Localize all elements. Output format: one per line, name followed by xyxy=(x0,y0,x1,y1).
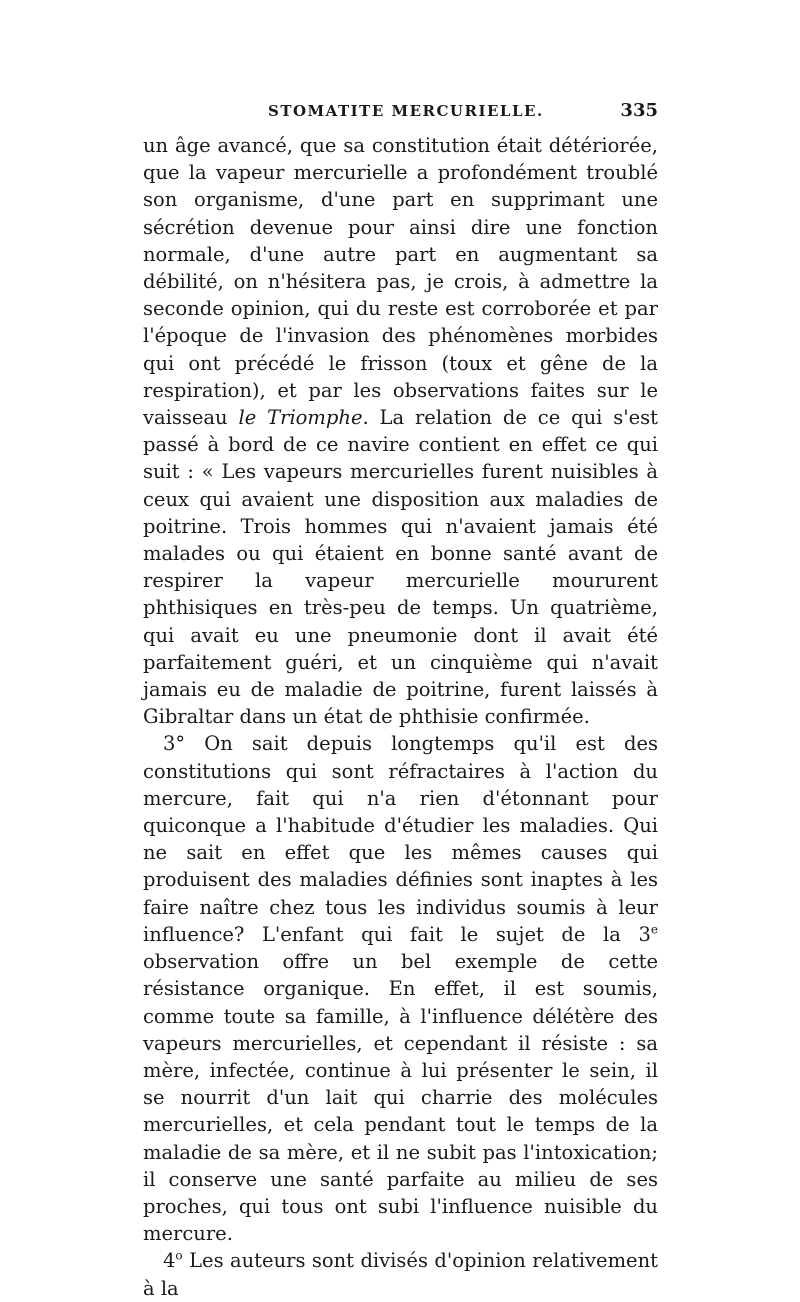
paragraph xyxy=(143,1247,658,1301)
page-header xyxy=(143,92,658,132)
paragraph xyxy=(143,730,658,1247)
page-number: 335 xyxy=(620,100,658,121)
superscript: o xyxy=(175,1248,183,1263)
paragraph-text: Les auteurs sont divisés d'opinion relativement à la xyxy=(143,1249,658,1300)
ship-name: le Triomphe xyxy=(238,406,363,430)
page-body xyxy=(143,132,658,1302)
paragraph xyxy=(143,132,658,730)
paragraph-text: 4 xyxy=(163,1249,176,1273)
superscript: e xyxy=(650,922,658,937)
paragraph-text: 3° On sait depuis longtemps qu'il est des constitutions qui sont réfractaires à l'action du mercure, fait qui n'a rien d'étonnant pour quiconque a l'habitude d'étudier les maladies. Qui ne sait en effet que les mêmes causes qui produisent des maladies définies sont inaptes à les faire naître chez tous les individus soumis à leur influence? L'enfant qui fait le sujet de la 3 xyxy=(143,732,658,946)
book-page xyxy=(143,92,658,1302)
paragraph-text: un âge avancé, que sa constitution était détériorée, que la vapeur mercurielle a profondément troublé son organisme, d'une part en supprimant une sécrétion devenue pour ainsi dire une fonction normale, d'une autre part en augmentant sa débilité, on n'hésitera pas, je crois, à admettre la seconde opinion, qui du reste est corroborée et par l'époque de l'invasion des phénomènes morbides qui ont précédé le frisson (toux et gêne de la respiration), et par les observations faites sur le vaisseau xyxy=(143,134,658,430)
paragraph-text: observation offre un bel exemple de cette résistance organique. En effet, il est soumis, comme toute sa famille, à l'influence délétère des vapeurs mercurielles, et cependant il résiste : sa mère, infectée, continue à lui présenter le sein, il se nourrit d'un lait qui charrie des molécules mercurielles, et cela pendant tout le temps de la maladie de sa mère, et il ne subit pas l'intoxication; il conserve une santé parfaite au milieu de ses proches, qui tous ont subi l'influence nuisible du mercure. xyxy=(143,950,658,1246)
running-title: STOMATITE MERCURIELLE. xyxy=(268,102,544,120)
paragraph-text: . La relation de ce qui s'est passé à bord de ce navire contient en effet ce qui suit : « Les vapeurs mercurielles furent nuisibles à ceux qui avaient une disposition aux maladies de poitrine. Trois hommes qui n'avaient jamais été malades ou qui étaient en bonne santé avant de respirer la vapeur mercurielle moururent phthisiques en très-peu de temps. Un quatrième, qui avait eu une pneumonie dont il avait été parfaitement guéri, et un cinquième qui n'avait jamais eu de maladie de poitrine, furent laissés à Gibraltar dans un état de phthisie confirmée. xyxy=(143,406,658,729)
